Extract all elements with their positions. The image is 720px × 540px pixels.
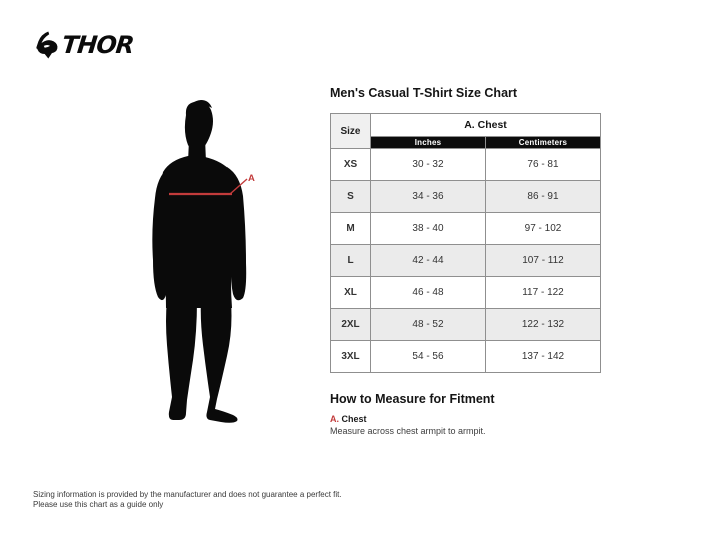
size-label: M (331, 213, 371, 245)
inches-value: 34 - 36 (371, 181, 486, 213)
table-row (331, 277, 601, 309)
table-row (331, 213, 601, 245)
centimeters-value: 137 - 142 (486, 341, 601, 373)
table-row (331, 149, 601, 181)
inches-value: 42 - 44 (371, 245, 486, 277)
table-row (331, 245, 601, 277)
size-column-header: Size (331, 114, 371, 149)
table-row (331, 309, 601, 341)
measurement-header: A. Chest (371, 114, 601, 137)
inches-value: 54 - 56 (371, 341, 486, 373)
how-to-measure-heading: How to Measure for Fitment (330, 392, 495, 406)
measurement-figure (140, 88, 315, 428)
measure-item-chest (330, 414, 367, 424)
inches-header: Inches (371, 137, 486, 149)
size-chart-title: Men's Casual T-Shirt Size Chart (330, 86, 518, 100)
centimeters-value: 97 - 102 (486, 213, 601, 245)
inches-value: 38 - 40 (371, 213, 486, 245)
size-label: S (331, 181, 371, 213)
silhouette-torso (160, 156, 234, 308)
disclaimer-line-2: Please use this chart as a guide only (33, 500, 164, 509)
disclaimer-line-1: Sizing information is provided by the manufacturer and does not guarantee a perfect fit. (33, 490, 342, 499)
size-label: L (331, 245, 371, 277)
centimeters-value: 76 - 81 (486, 149, 601, 181)
size-label: 3XL (331, 341, 371, 373)
measure-item-description: Measure across chest armpit to armpit. (330, 426, 486, 436)
size-label: 2XL (331, 309, 371, 341)
chest-measure-label: A (248, 173, 255, 184)
inches-value: 48 - 52 (371, 309, 486, 341)
measure-item-key: A. (330, 414, 339, 424)
size-label: XS (331, 149, 371, 181)
silhouette-left-leg (166, 300, 197, 420)
brand-logo (33, 31, 133, 59)
centimeters-value: 107 - 112 (486, 245, 601, 277)
brand-logo-text: THOR (60, 31, 135, 59)
table-row (331, 181, 601, 213)
size-label: XL (331, 277, 371, 309)
centimeters-value: 122 - 132 (486, 309, 601, 341)
measure-item-name: Chest (341, 414, 367, 424)
silhouette-right-leg (201, 300, 238, 423)
sizing-disclaimer (33, 490, 342, 510)
inches-value: 30 - 32 (371, 149, 486, 181)
centimeters-value: 117 - 122 (486, 277, 601, 309)
male-silhouette-diagram (140, 88, 315, 428)
inches-value: 46 - 48 (371, 277, 486, 309)
size-chart-table (330, 113, 601, 373)
centimeters-value: 86 - 91 (486, 181, 601, 213)
centimeters-header: Centimeters (486, 137, 601, 149)
table-row (331, 341, 601, 373)
thor-horned-head-icon (33, 31, 60, 59)
